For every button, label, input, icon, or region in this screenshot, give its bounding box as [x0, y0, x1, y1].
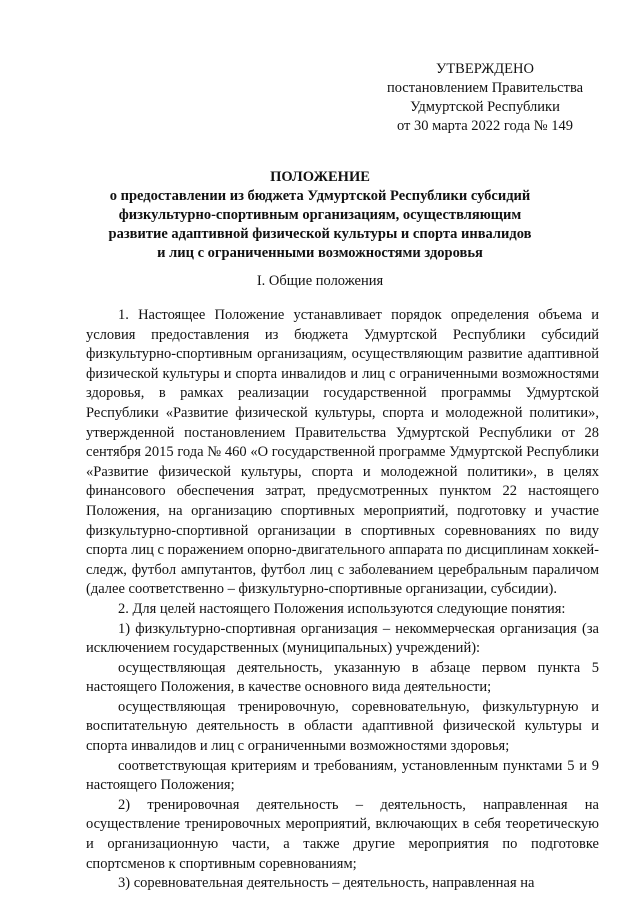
paragraph: 1) физкультурно-спортивная организация – некоммерческая организация (за исключением государственных (муниципальных) учреждений):: [86, 620, 599, 657]
approval-stamp: [380, 60, 590, 136]
document-body: [86, 306, 599, 894]
paragraph: 1. Настоящее Положение устанавливает порядок определения объема и условия предоставления из бюджета Удмуртской Республики субсидий физкультурно-спортивным организациям, осуществляющим развитие адаптивной физической культуры и спорта инвалидов и лиц с ограниченными возможностями здоровья, в рамках реализации государственной программы Удмуртской Республики «Развитие физической культуры, спорта и молодежной политики», утвержденной постановлением Правительства Удмуртской Республики от 28 сентября 2015 года № 460 «О государственной программе Удмуртской Республики «Развитие физической культуры, спорта и молодежной политики», в целях финансового обеспечения затрат, предусмотренных пунктом 22 настоящего Положения, на организацию спортивных мероприятий, подготовку и участие физкультурно-спортивной организации в спортивных соревнованиях по виду спорта лиц с поражением опорно-двигательного аппарата по дисциплинам хоккей-следж, футбол ампутантов, футбол лиц с заболеванием церебральным параличом (далее соответственно – физкультурно-спортивные организации, субсидии).: [86, 307, 599, 598]
title-line: о предоставлении из бюджета Удмуртской Республики субсидий: [109, 188, 531, 204]
approval-line: Удмуртской Республики: [410, 99, 560, 115]
approval-line: постановлением Правительства: [386, 80, 584, 96]
section-heading: I. Общие положения: [256, 273, 384, 289]
title-heading: ПОЛОЖЕНИЕ: [270, 169, 370, 185]
title-line: и лиц с ограниченными возможностями здоровья: [157, 245, 483, 261]
approval-date-line: от 30 марта 2022 года № 149: [397, 118, 573, 134]
paragraph: 3) соревновательная деятельность – деятельность, направленная на: [118, 875, 535, 892]
title-line: физкультурно-спортивным организациям, осуществляющим: [118, 207, 522, 223]
paragraph: 2) тренировочная деятельность – деятельность, направленная на осуществление тренировочных мероприятий, включающих в себя теоретическую и организационную части, а также другие мероприятия по подготовке спортсменов к спортивным соревнованиям;: [86, 796, 599, 872]
paragraph: осуществляющая деятельность, указанную в абзаце первом пункта 5 настоящего Положения, в качестве основного вида деятельности;: [86, 659, 599, 696]
title-line: развитие адаптивной физической культуры и спорта инвалидов: [108, 226, 532, 242]
document-title: [60, 168, 580, 263]
paragraph: осуществляющая тренировочную, соревновательную, физкультурную и воспитательную деятельность в области адаптивной физической культуры и спорта инвалидов и лиц с ограниченными возможностями здоровья;: [86, 698, 599, 755]
approval-heading: УТВЕРЖДЕНО: [436, 61, 534, 77]
paragraph: 2. Для целей настоящего Положения используются следующие понятия:: [118, 600, 566, 617]
paragraph: соответствующая критериям и требованиям, установленным пунктами 5 и 9 настоящего Положения;: [86, 757, 599, 794]
